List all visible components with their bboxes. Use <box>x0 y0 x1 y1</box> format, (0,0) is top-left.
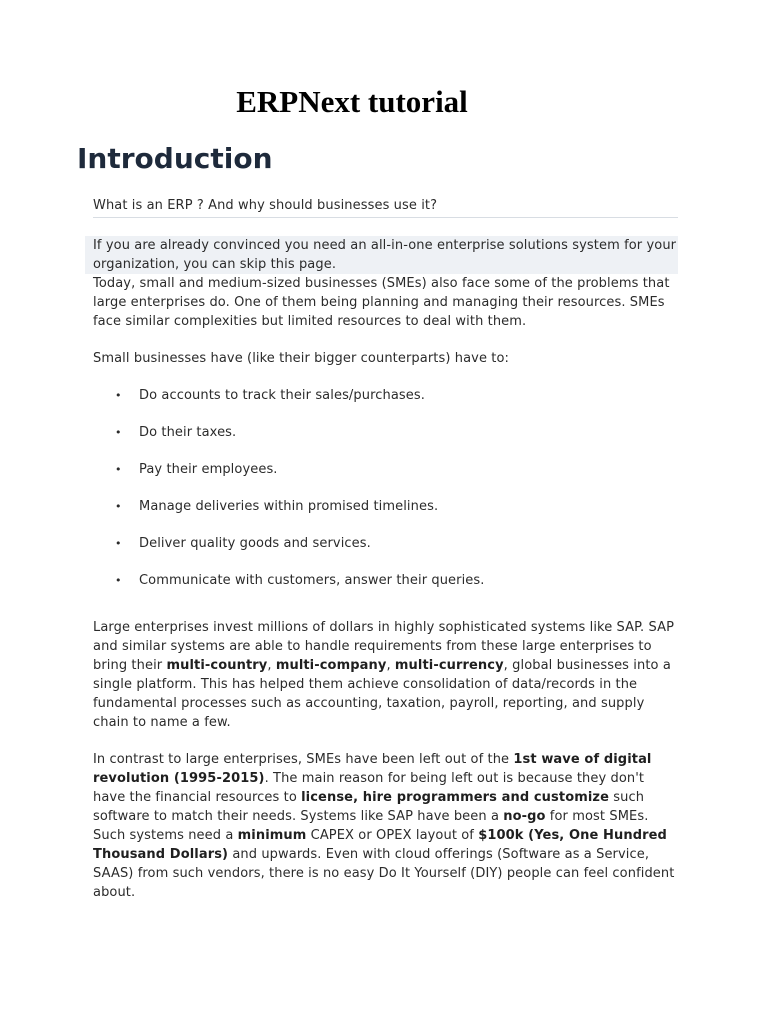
list-item <box>93 460 678 479</box>
document-title: ERPNext tutorial <box>236 84 468 119</box>
list-item-text: Do accounts to track their sales/purchases. <box>139 388 425 403</box>
bold-text: license, hire programmers and customize <box>301 790 610 805</box>
bold-text: multi-country <box>166 658 268 673</box>
bold-text: no-go <box>503 809 546 824</box>
text-run: , global businesses into a single platform. This has helped them achieve consolidation of data/records in the fundamental processes such as accounting, taxation, payroll, reporting, and supply chain to name a few. <box>93 658 671 730</box>
section-heading: Introduction <box>77 142 273 175</box>
bullet-icon: • <box>115 426 122 439</box>
skip-notice: If you are already convinced you need an all-in-one enterprise solutions system for your organization, you can skip this page. <box>93 238 677 272</box>
paragraph-small-businesses: Small businesses have (like their bigger counterparts) have to: <box>93 351 510 366</box>
list-item-text: Manage deliveries within promised timelines. <box>139 499 439 514</box>
text-run: . The main reason for being left out is because they don't have the financial resources to <box>93 771 645 805</box>
text-run: CAPEX or OPEX layout of <box>306 828 479 843</box>
business-needs-list <box>93 386 678 590</box>
list-item <box>93 571 678 590</box>
text-run: Large enterprises invest millions of dollars in highly sophisticated systems like SAP. SAP and similar systems are able to handle requirements from these large enterprises to bring their <box>93 620 675 673</box>
bold-text: $100k (Yes, One Hundred Thousand Dollars) <box>93 828 667 862</box>
list-item-text: Do their taxes. <box>139 425 237 440</box>
paragraph-large-enterprises <box>93 618 678 732</box>
list-item-text: Pay their employees. <box>139 462 278 477</box>
bullet-icon: • <box>115 463 122 476</box>
bullet-icon: • <box>115 574 122 587</box>
text-run: , <box>267 658 276 673</box>
section-subtitle: What is an ERP ? And why should businesses use it? <box>93 196 678 218</box>
list-item-text: Communicate with customers, answer their queries. <box>139 573 485 588</box>
text-run: , <box>386 658 395 673</box>
text-run: for most SMEs. Such systems need a <box>93 809 649 843</box>
bold-text: minimum <box>237 828 307 843</box>
list-item <box>93 386 678 405</box>
bold-text: multi-currency <box>394 658 504 673</box>
paragraph-smes-left-out <box>93 750 678 902</box>
bullet-icon: • <box>115 389 122 402</box>
paragraph-smes-problems: Today, small and medium-sized businesses (SMEs) also face some of the problems that large enterprises do. One of them being planning and managing their resources. SMEs face similar complexities but limited resources to deal with them. <box>93 276 670 329</box>
text-run: such software to match their needs. Systems like SAP have been a <box>93 790 645 824</box>
text-run: In contrast to large enterprises, SMEs have been left out of the <box>93 752 514 767</box>
bold-text: 1st wave of digital revolution (1995-2015) <box>93 752 652 786</box>
bold-text: multi-company <box>275 658 387 673</box>
document-body <box>93 196 678 902</box>
list-item-text: Deliver quality goods and services. <box>139 536 371 551</box>
list-item <box>93 497 678 516</box>
bullet-icon: • <box>115 537 122 550</box>
list-item <box>93 534 678 553</box>
bullet-icon: • <box>115 500 122 513</box>
text-run: and upwards. Even with cloud offerings (Software as a Service, SAAS) from such vendors, there is no easy Do It Yourself (DIY) people can feel confident about. <box>93 847 675 900</box>
list-item <box>93 423 678 442</box>
